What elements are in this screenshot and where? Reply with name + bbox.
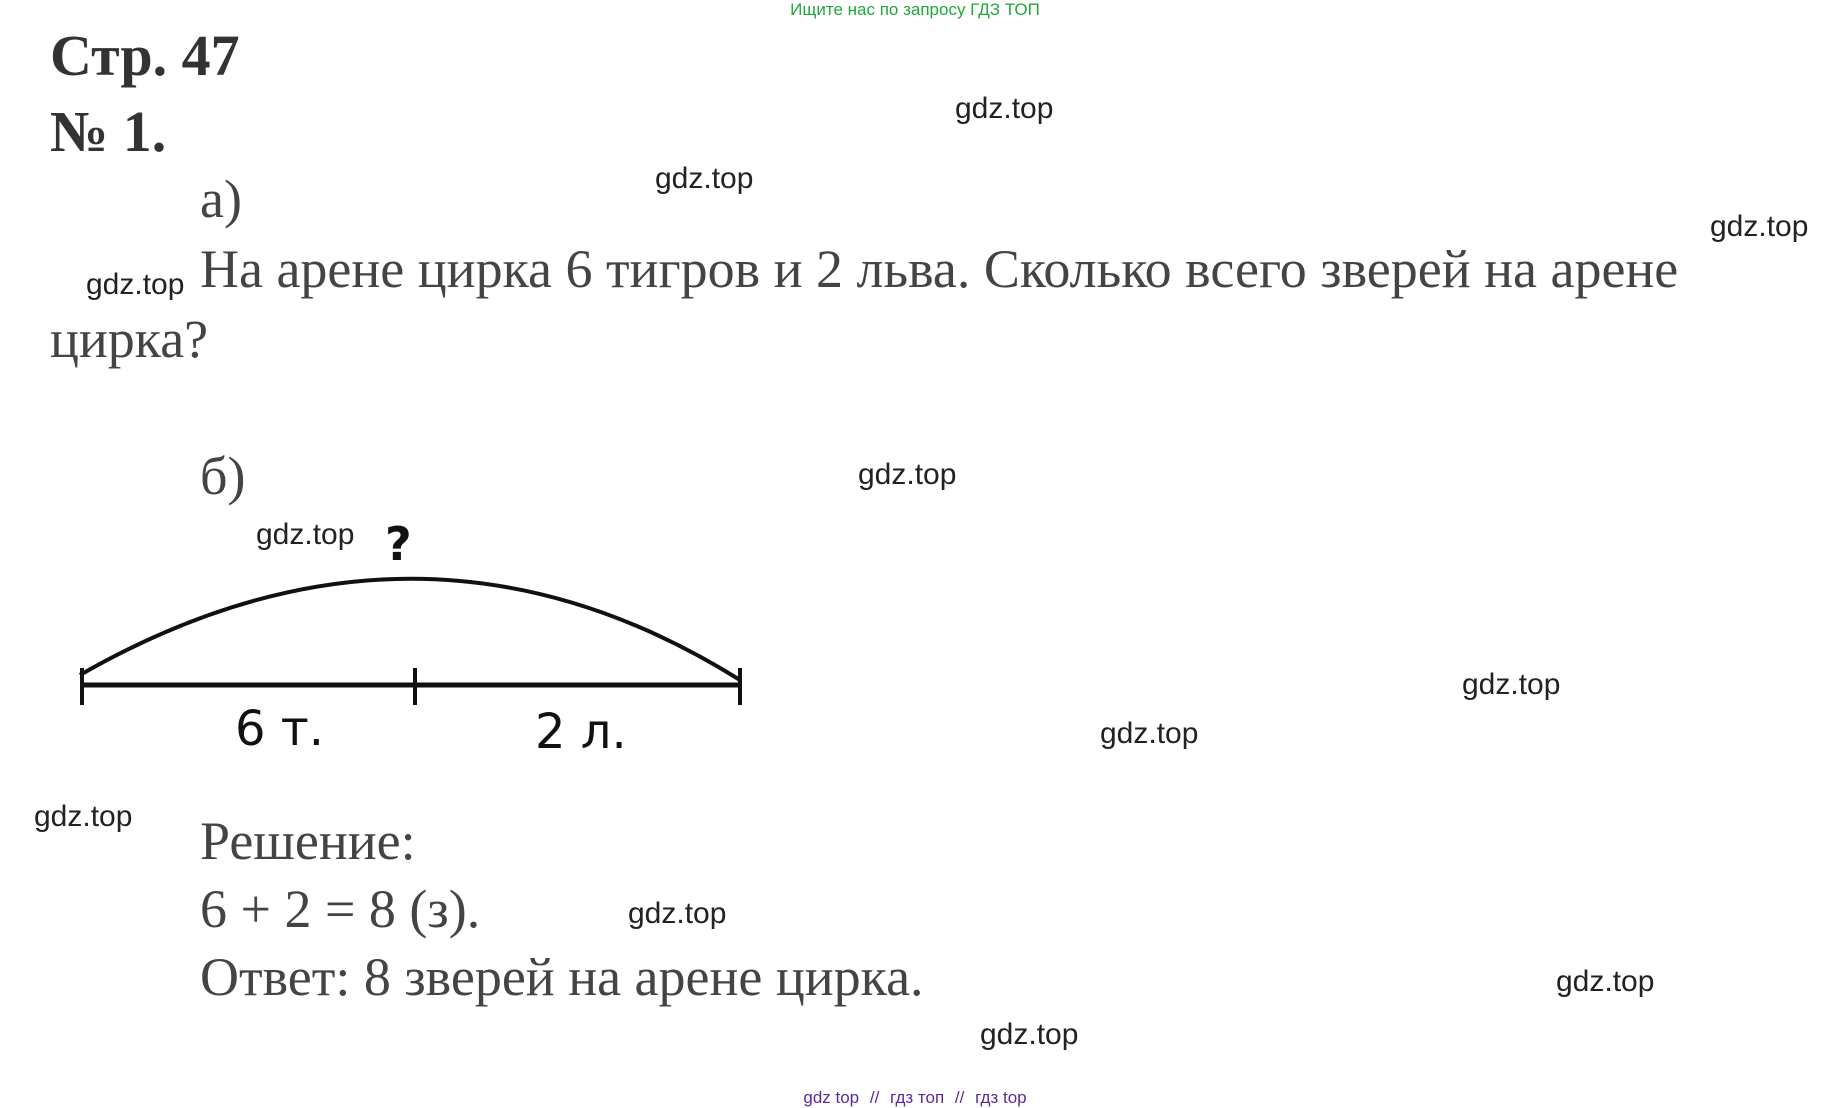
watermark: gdz.top	[980, 1018, 1079, 1051]
right-segment-label: 2 л.	[535, 704, 627, 760]
link-gdz-top[interactable]: gdz top	[803, 1088, 860, 1107]
watermark: gdz.top	[955, 92, 1054, 125]
watermark: gdz.top	[655, 162, 754, 195]
watermark: gdz.top	[1100, 717, 1199, 750]
task-number: № 1.	[50, 99, 167, 164]
watermark: gdz.top	[628, 897, 727, 930]
left-segment-label: 6 т.	[235, 701, 325, 757]
watermark: gdz.top	[34, 800, 133, 833]
page-title: Стр. 47	[50, 23, 240, 88]
solution-answer: Ответ: 8 зверей на арене цирка.	[200, 947, 924, 1007]
bottom-links	[0, 1088, 1830, 1108]
separator: //	[869, 1088, 880, 1107]
solution-heading: Решение:	[200, 811, 416, 871]
separator: //	[954, 1088, 965, 1107]
watermark: gdz.top	[1556, 965, 1655, 998]
watermark: gdz.top	[858, 458, 957, 491]
question-mark: ?	[385, 520, 412, 571]
total-arc	[80, 579, 740, 680]
solution-equation: 6 + 2 = 8 (з).	[200, 879, 481, 939]
link-gdz-top-ru[interactable]: гдз топ	[890, 1088, 945, 1107]
watermark: gdz.top	[256, 518, 355, 551]
watermark: gdz.top	[86, 268, 185, 301]
watermark: gdz.top	[1710, 210, 1809, 243]
part-a-label: а)	[200, 169, 242, 229]
link-gdz-top-mixed[interactable]: гдз top	[975, 1088, 1027, 1107]
top-banner: Ищите нас по запросу ГДЗ ТОП	[790, 0, 1040, 19]
segment-diagram	[60, 520, 760, 760]
watermark: gdz.top	[1462, 668, 1561, 701]
part-b-label: б)	[200, 446, 246, 506]
problem-text: На арене цирка 6 тигров и 2 льва. Сколько всего зверей на арене цирка?	[50, 239, 1679, 369]
